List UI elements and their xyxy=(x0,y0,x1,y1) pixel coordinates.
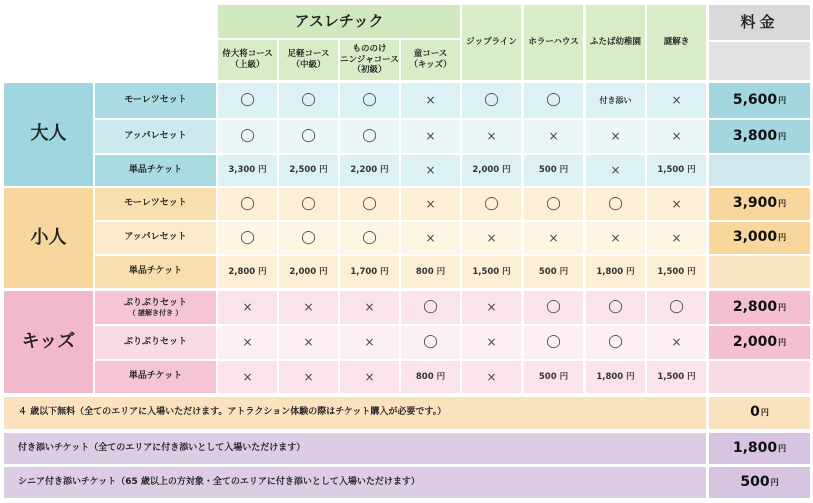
availability-cell xyxy=(462,291,521,324)
plan-label: アッパレセット xyxy=(124,130,187,141)
cross-mark-icon: × xyxy=(425,163,436,177)
plan-label: ぷりぷりセット xyxy=(123,336,187,347)
group-name: 小人 xyxy=(30,226,67,248)
course-header-line2: ニンジャコース xyxy=(340,54,399,65)
attraction-header-label: ふたば幼稚園 xyxy=(589,37,641,48)
price-unit: 円 xyxy=(778,443,787,453)
availability-cell xyxy=(462,83,521,118)
group-label-child xyxy=(4,188,93,288)
course-header-3 xyxy=(401,40,460,80)
plan-name xyxy=(95,361,216,393)
availability-cell xyxy=(218,222,277,254)
plan-name xyxy=(95,83,216,118)
availability-cell xyxy=(401,120,460,153)
circle-mark-icon: ◯ xyxy=(362,92,377,108)
availability-cell xyxy=(218,83,277,118)
availability-cell xyxy=(218,120,277,153)
set-price xyxy=(709,83,810,118)
cross-mark-icon: × xyxy=(671,230,682,245)
note-price xyxy=(709,467,810,498)
availability-cell xyxy=(218,326,277,359)
availability-cell xyxy=(218,155,277,186)
single-price: 3,300 円 xyxy=(228,165,267,176)
plan-sublabel: （ 謎解き付き ） xyxy=(128,308,183,317)
single-price: 2,800 円 xyxy=(228,266,267,277)
single-price: 800 円 xyxy=(415,266,446,277)
circle-mark-icon: ◯ xyxy=(546,92,561,108)
availability-cell xyxy=(586,361,645,393)
group-label-adult xyxy=(4,83,93,186)
circle-mark-icon: ◯ xyxy=(301,195,316,211)
circle-mark-icon: ◯ xyxy=(362,229,377,245)
availability-cell xyxy=(524,291,583,324)
cross-mark-icon: × xyxy=(486,300,497,314)
course-header-line1: 足軽コース xyxy=(287,49,330,60)
circle-mark-icon: ◯ xyxy=(423,334,438,350)
single-price: 2,000 円 xyxy=(472,165,511,176)
circle-mark-icon: ◯ xyxy=(423,299,438,315)
cross-mark-icon: × xyxy=(364,300,375,314)
availability-cell xyxy=(340,155,399,186)
availability-cell xyxy=(340,222,399,254)
availability-cell xyxy=(218,361,277,393)
note-text: 付き添いチケット（全てのエリアに付き添いとして入場いただけます） xyxy=(18,442,306,453)
circle-mark-icon: ◯ xyxy=(669,299,684,315)
availability-cell xyxy=(340,188,399,220)
availability-cell xyxy=(524,256,583,288)
circle-mark-icon: ◯ xyxy=(608,334,623,350)
plan-label: ぷりぷりセット xyxy=(123,297,187,308)
circle-mark-icon: ◯ xyxy=(301,229,316,245)
circle-mark-icon: ◯ xyxy=(240,195,255,211)
availability-cell xyxy=(524,326,583,359)
cross-mark-icon: × xyxy=(671,196,682,211)
cross-mark-icon: × xyxy=(610,129,621,143)
availability-cell xyxy=(401,256,460,288)
price-header-blank xyxy=(709,42,810,80)
price-value: 3,000 xyxy=(732,229,778,246)
availability-cell xyxy=(586,155,645,186)
cross-mark-icon: × xyxy=(486,369,497,384)
availability-cell xyxy=(462,188,521,220)
circle-mark-icon: ◯ xyxy=(608,299,623,315)
course-header-line1: もののけ xyxy=(352,44,387,55)
availability-cell xyxy=(586,256,645,288)
circle-mark-icon: ◯ xyxy=(484,92,499,108)
price-value: 3,900 xyxy=(732,195,778,212)
availability-cell xyxy=(647,222,706,254)
availability-cell xyxy=(647,291,706,324)
course-header-2 xyxy=(340,40,399,80)
single-price: 2,000 円 xyxy=(289,266,328,277)
cross-mark-icon: × xyxy=(303,300,314,314)
circle-mark-icon: ◯ xyxy=(362,128,377,144)
single-price: 1,500 円 xyxy=(657,371,696,382)
cross-mark-icon: × xyxy=(242,369,253,384)
attraction-header-label: ホラーハウス xyxy=(528,37,579,48)
single-price: 1,700 円 xyxy=(350,266,389,277)
availability-cell xyxy=(401,326,460,359)
availability-cell xyxy=(340,256,399,288)
course-header-1 xyxy=(279,40,338,80)
availability-cell xyxy=(401,222,460,254)
note-price xyxy=(709,433,810,464)
circle-mark-icon: ◯ xyxy=(240,128,255,144)
attraction-header-3 xyxy=(647,5,706,80)
note-text: シニア付き添いチケット（65 歳以上の方対象・全てのエリアに付き添いとして入場いただけます） xyxy=(18,476,420,487)
plan-name xyxy=(95,155,216,186)
single-price: 1,500 円 xyxy=(657,165,696,176)
availability-cell xyxy=(279,188,338,220)
attraction-header-0 xyxy=(462,5,521,80)
availability-cell xyxy=(340,361,399,393)
cross-mark-icon: × xyxy=(671,93,682,107)
cross-mark-icon: × xyxy=(671,335,682,349)
attraction-header-1 xyxy=(524,5,583,80)
cross-mark-icon: × xyxy=(364,335,375,349)
availability-cell xyxy=(279,83,338,118)
price-value: 1,800 xyxy=(732,439,778,456)
plan-label: アッパレセット xyxy=(124,232,187,243)
availability-cell xyxy=(647,83,706,118)
availability-cell xyxy=(279,361,338,393)
circle-mark-icon: ◯ xyxy=(301,92,316,108)
cross-mark-icon: × xyxy=(610,163,621,177)
single-price: 1,500 円 xyxy=(472,266,511,277)
group-label-kids xyxy=(4,291,93,393)
set-price xyxy=(709,256,810,288)
availability-cell xyxy=(401,188,460,220)
price-value: 0 xyxy=(750,404,760,421)
plan-name xyxy=(95,291,216,324)
group-name: キッズ xyxy=(21,330,76,352)
price-unit: 円 xyxy=(760,408,769,417)
availability-cell xyxy=(279,291,338,324)
availability-cell xyxy=(279,155,338,186)
plan-label: モーレツセット xyxy=(124,198,187,209)
note-price xyxy=(709,397,810,429)
plan-name xyxy=(95,120,216,153)
circle-mark-icon: ◯ xyxy=(362,195,377,211)
cross-mark-icon: × xyxy=(364,369,375,384)
plan-name xyxy=(95,188,216,220)
single-price: 1,800 円 xyxy=(596,266,635,277)
set-price xyxy=(709,326,810,359)
availability-cell xyxy=(647,188,706,220)
set-price xyxy=(709,188,810,220)
availability-cell xyxy=(340,83,399,118)
single-price: 2,200 円 xyxy=(350,165,389,176)
set-price xyxy=(709,155,810,186)
cross-mark-icon: × xyxy=(486,129,497,143)
availability-cell xyxy=(340,120,399,153)
circle-mark-icon: ◯ xyxy=(240,92,255,108)
availability-cell xyxy=(218,188,277,220)
availability-cell xyxy=(401,291,460,324)
cross-mark-icon: × xyxy=(486,335,497,349)
single-price: 500 円 xyxy=(538,165,569,176)
availability-cell xyxy=(524,155,583,186)
price-value: 500 xyxy=(740,473,770,490)
cross-mark-icon: × xyxy=(303,335,314,349)
availability-cell xyxy=(524,120,583,153)
plan-label: 単品チケット xyxy=(128,164,183,175)
availability-cell xyxy=(462,361,521,393)
cross-mark-icon: × xyxy=(548,230,559,245)
plan-label: 単品チケット xyxy=(128,266,183,277)
availability-cell xyxy=(586,326,645,359)
set-price xyxy=(709,120,810,153)
single-price: 2,500 円 xyxy=(289,165,328,176)
price-unit: 円 xyxy=(778,95,787,105)
plan-name xyxy=(95,256,216,288)
circle-mark-icon: ◯ xyxy=(546,195,561,211)
price-unit: 円 xyxy=(778,131,787,141)
note-row-2 xyxy=(4,467,706,498)
price-unit: 円 xyxy=(778,302,787,312)
cross-mark-icon: × xyxy=(303,369,314,384)
price-value: 5,600 xyxy=(732,91,778,108)
plan-name xyxy=(95,222,216,254)
availability-cell xyxy=(586,188,645,220)
cross-mark-icon: × xyxy=(671,129,682,143)
course-header-line1: 童コース xyxy=(413,49,448,60)
availability-cell xyxy=(524,361,583,393)
availability-cell xyxy=(586,291,645,324)
availability-cell xyxy=(647,120,706,153)
price-value: 2,800 xyxy=(732,298,778,315)
plan-label: 単品チケット xyxy=(128,371,183,382)
cross-mark-icon: × xyxy=(242,300,253,314)
availability-cell xyxy=(647,256,706,288)
attraction-header-label: ジップライン xyxy=(466,37,517,48)
athletic-header xyxy=(218,5,460,38)
availability-cell xyxy=(524,188,583,220)
availability-cell xyxy=(462,256,521,288)
circle-mark-icon: ◯ xyxy=(608,195,623,211)
price-unit: 円 xyxy=(770,477,779,487)
circle-mark-icon: ◯ xyxy=(546,299,561,315)
availability-cell xyxy=(524,83,583,118)
availability-cell xyxy=(401,83,460,118)
availability-cell xyxy=(462,155,521,186)
course-header-line2: （キッズ） xyxy=(409,60,452,70)
cross-mark-icon: × xyxy=(425,129,436,143)
course-header-0 xyxy=(218,40,277,80)
availability-cell xyxy=(279,256,338,288)
plan-label: モーレツセット xyxy=(124,94,187,105)
course-header-line3: （初級） xyxy=(352,65,387,76)
availability-cell xyxy=(462,222,521,254)
price-header xyxy=(709,5,810,40)
availability-cell xyxy=(218,256,277,288)
cross-mark-icon: × xyxy=(610,230,621,245)
course-header-line2: （中級） xyxy=(291,60,326,70)
availability-cell xyxy=(218,291,277,324)
set-price xyxy=(709,291,810,324)
circle-mark-icon: ◯ xyxy=(546,334,561,350)
availability-cell xyxy=(401,155,460,186)
set-price xyxy=(709,361,810,393)
plan-name xyxy=(95,326,216,359)
note-text: ４ 歳以下無料（全てのエリアに入場いただけます。アトラクション体験の際はチケット購入が必要です。） xyxy=(18,407,447,418)
set-price xyxy=(709,222,810,254)
note-row-0 xyxy=(4,397,706,429)
single-price: 500 円 xyxy=(538,371,569,382)
single-price: 1,500 円 xyxy=(657,266,696,277)
circle-mark-icon: ◯ xyxy=(240,229,255,245)
availability-cell xyxy=(462,326,521,359)
attraction-header-label: 謎解き xyxy=(663,37,690,48)
availability-cell xyxy=(340,291,399,324)
price-value: 3,800 xyxy=(732,127,778,144)
availability-cell xyxy=(401,361,460,393)
cross-mark-icon: × xyxy=(548,129,559,143)
cross-mark-icon: × xyxy=(425,196,436,211)
single-price: 500 円 xyxy=(538,266,569,277)
single-price: 1,800 円 xyxy=(596,371,635,382)
price-unit: 円 xyxy=(778,337,787,347)
availability-cell xyxy=(279,326,338,359)
course-header-line2: （上級） xyxy=(230,60,265,70)
price-unit: 円 xyxy=(778,199,787,208)
single-price: 800 円 xyxy=(415,371,446,382)
availability-cell xyxy=(524,222,583,254)
course-header-line1: 侍大将コース xyxy=(222,49,273,60)
circle-mark-icon: ◯ xyxy=(484,195,499,211)
price-unit: 円 xyxy=(778,233,787,242)
availability-cell xyxy=(586,120,645,153)
circle-mark-icon: ◯ xyxy=(301,128,316,144)
cross-mark-icon: × xyxy=(425,93,436,107)
price-value: 2,000 xyxy=(732,333,778,350)
cross-mark-icon: × xyxy=(425,230,436,245)
availability-cell xyxy=(647,326,706,359)
availability-cell xyxy=(647,155,706,186)
note-row-1 xyxy=(4,433,706,464)
cross-mark-icon: × xyxy=(486,230,497,245)
attraction-header-2 xyxy=(586,5,645,80)
group-name: 大人 xyxy=(30,123,67,145)
availability-cell xyxy=(586,83,645,118)
cell-note: 付き添い xyxy=(599,95,632,105)
availability-cell xyxy=(586,222,645,254)
availability-cell xyxy=(279,120,338,153)
availability-cell xyxy=(340,326,399,359)
price-header-label: 料金 xyxy=(740,13,779,32)
availability-cell xyxy=(647,361,706,393)
athletic-header-label: アスレチック xyxy=(294,12,384,31)
cross-mark-icon: × xyxy=(242,335,253,349)
availability-cell xyxy=(462,120,521,153)
availability-cell xyxy=(279,222,338,254)
